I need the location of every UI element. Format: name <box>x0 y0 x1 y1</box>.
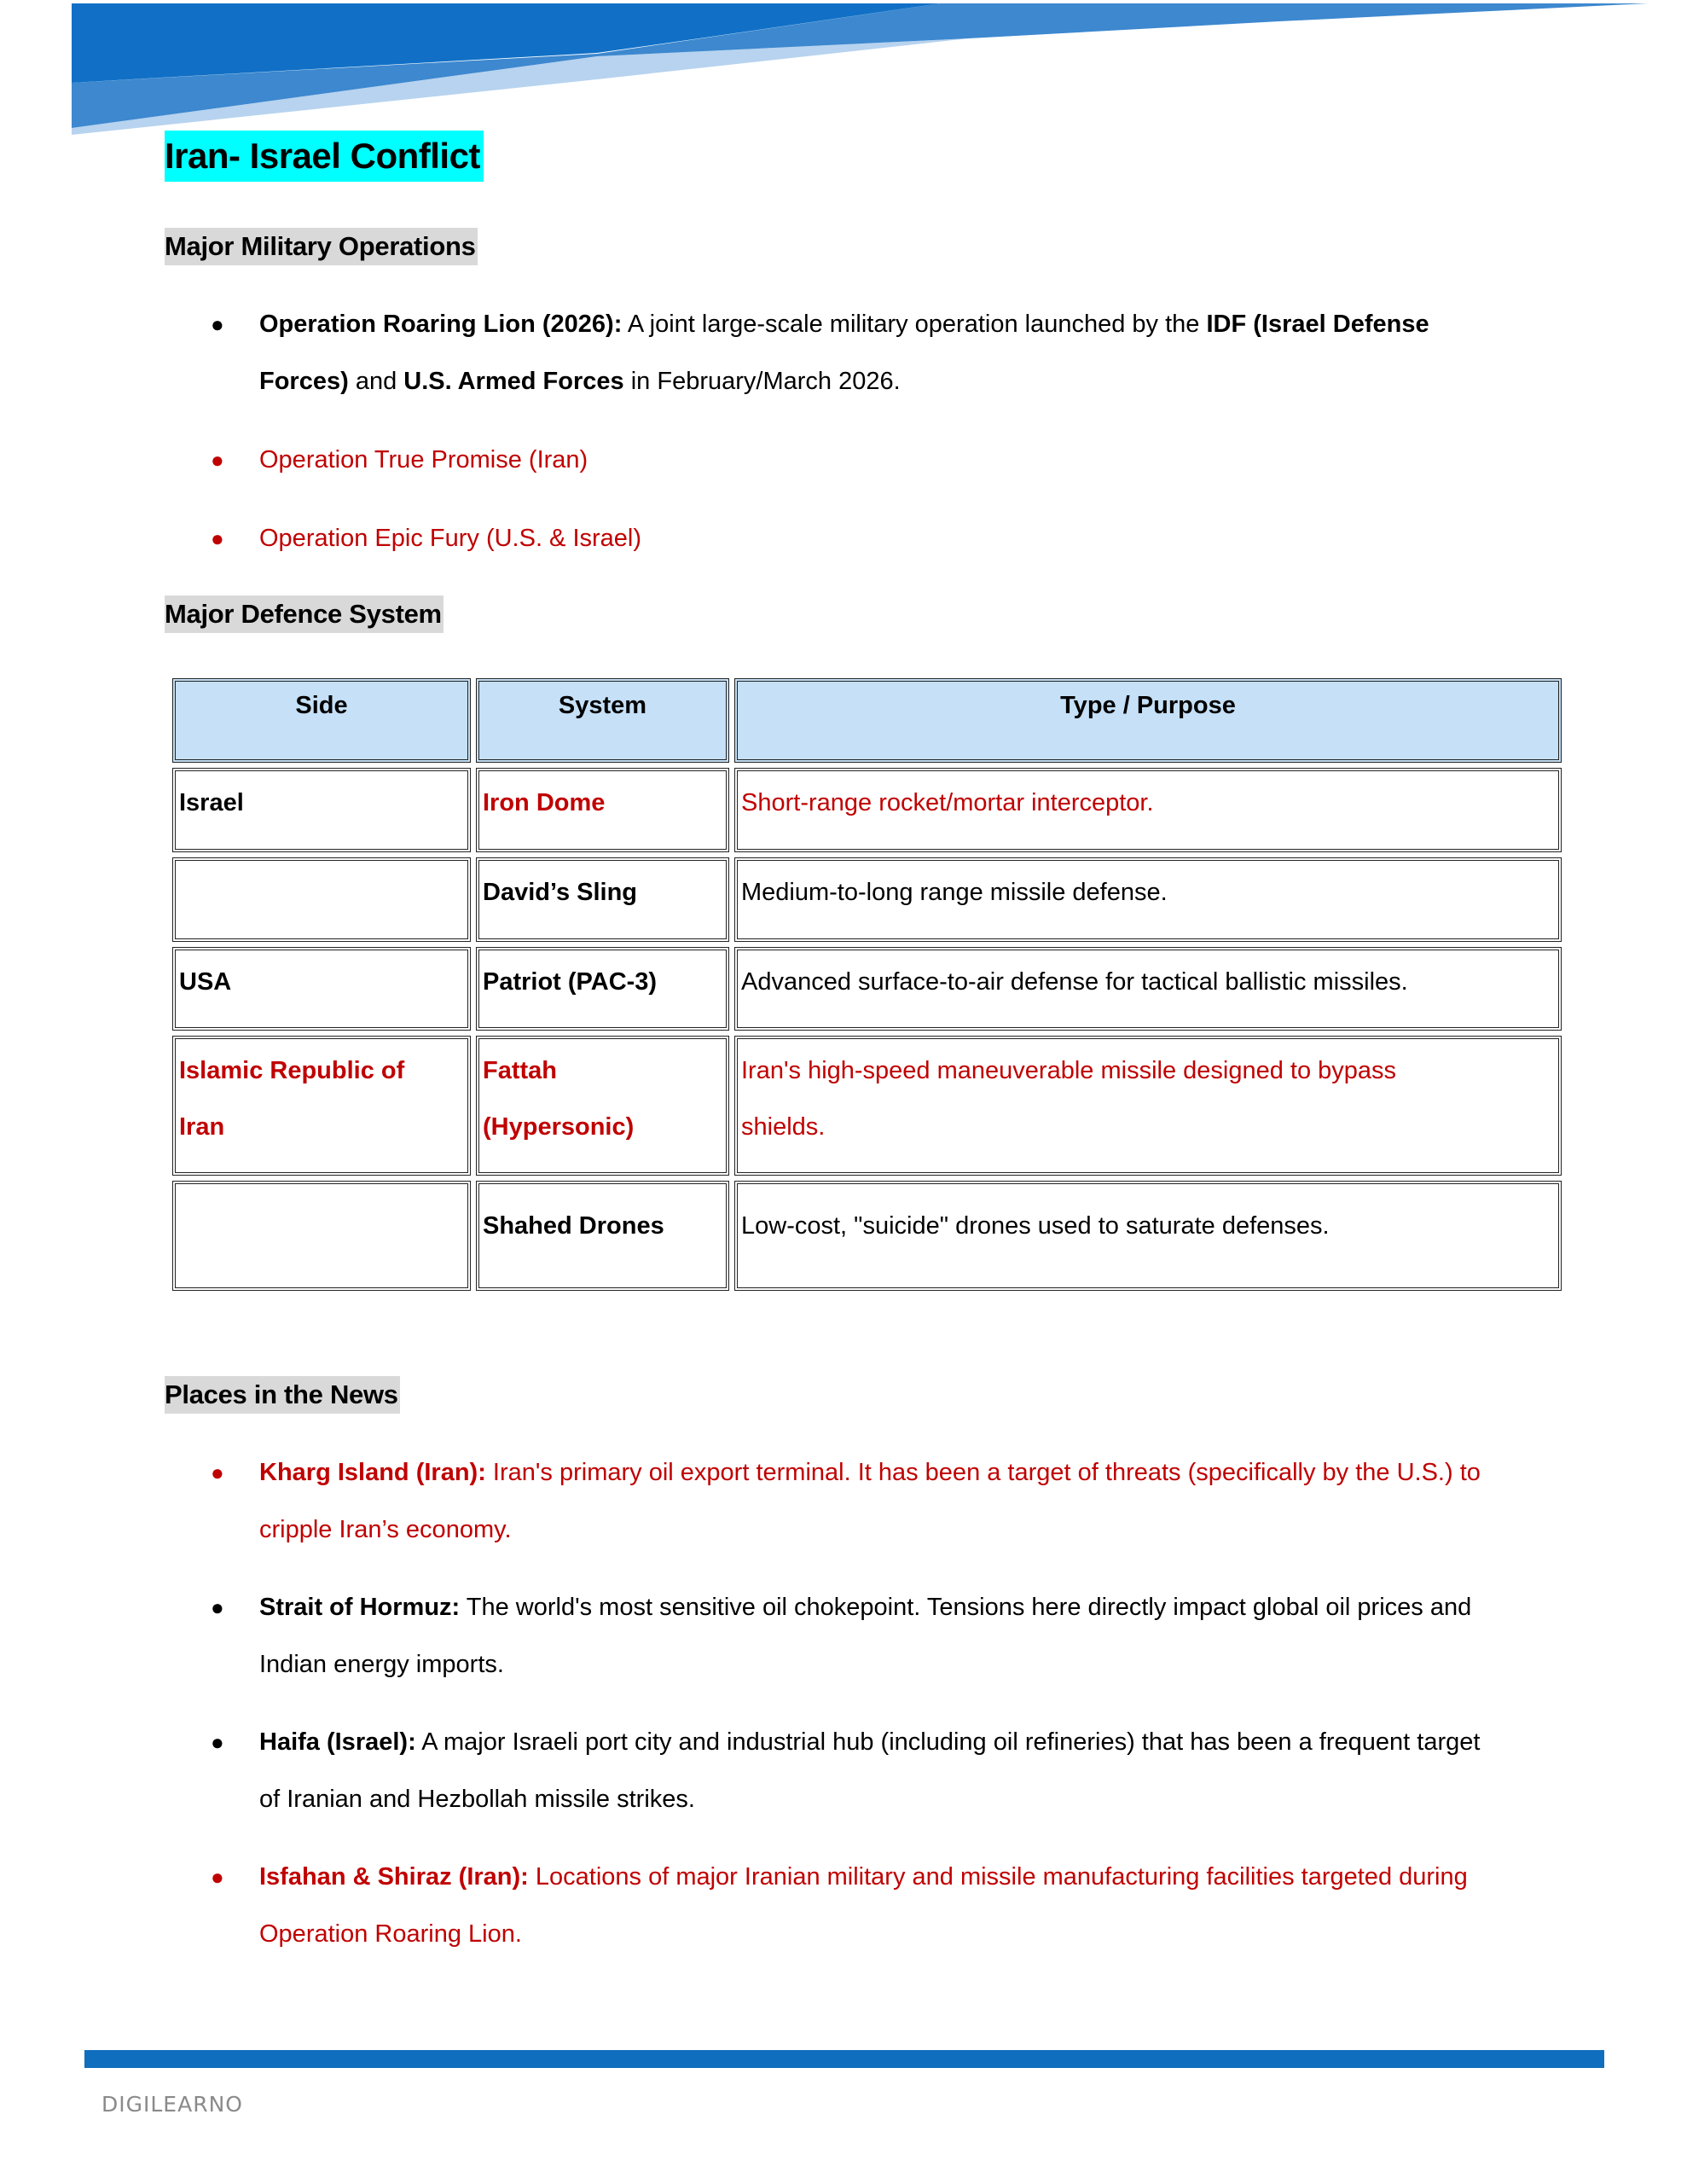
places-list <box>0 1444 1487 1963</box>
list-item-strait-of-hormuz <box>0 1579 1487 1693</box>
cell-system: Patriot (PAC-3) <box>476 947 729 1031</box>
cell-purpose: Medium-to-long range missile defense. <box>734 857 1562 942</box>
column-header-system: System <box>476 678 729 763</box>
footer-bar <box>84 2050 1604 2068</box>
item-text: Operation True Promise (Iran) <box>259 446 588 473</box>
item-text: Isfahan & Shiraz (Iran): Locations of major Iranian military and missile manufacturing facilities targeted during Operation Roaring Lion. <box>259 1863 1468 1948</box>
column-header-purpose: Type / Purpose <box>734 678 1562 763</box>
table-row <box>172 857 1562 942</box>
item-text: Strait of Hormuz: The world's most sensitive oil chokepoint. Tensions here directly impact global oil prices and Indian energy imports. <box>259 1594 1472 1678</box>
list-item-operation-roaring-lion <box>0 296 1487 410</box>
bullet-icon: ● <box>211 1864 224 1890</box>
table-row <box>172 947 1562 1031</box>
cell-system: Shahed Drones <box>476 1181 729 1291</box>
item-text: Kharg Island (Iran): Iran's primary oil export terminal. It has been a target of threats (specifically by the U.S.) to cripple Iran’s economy. <box>259 1459 1481 1543</box>
column-header-side: Side <box>172 678 471 763</box>
item-text: Haifa (Israel): A major Israeli port city and industrial hub (including oil refineries) that has been a frequent target of Iranian and Hezbollah missile strikes. <box>259 1728 1481 1813</box>
table-row <box>172 1181 1562 1291</box>
list-item-haifa <box>0 1714 1487 1828</box>
cell-purpose: Short-range rocket/mortar interceptor. <box>734 768 1562 852</box>
header-banner <box>0 0 1687 145</box>
cell-system: Iron Dome <box>476 768 729 852</box>
document-title: Iran- Israel Conflict <box>165 131 484 182</box>
bullet-icon: ● <box>211 311 224 337</box>
heading-places-in-news: Places in the News <box>165 1376 400 1414</box>
cell-purpose: Iran's high-speed maneuverable missile designed to bypass shields. <box>734 1036 1562 1176</box>
footer-brand: DIGILEARNO <box>101 2092 243 2117</box>
bullet-icon: ● <box>211 1594 224 1620</box>
cell-purpose: Advanced surface-to-air defense for tactical ballistic missiles. <box>734 947 1562 1031</box>
heading-military-operations: Major Military Operations <box>165 228 478 265</box>
cell-side: Islamic Republic of Iran <box>172 1036 471 1176</box>
cell-side <box>172 857 471 942</box>
cell-side: USA <box>172 947 471 1031</box>
defence-systems-table <box>167 673 1567 1296</box>
list-item-operation-true-promise <box>0 432 1487 489</box>
cell-purpose: Low-cost, "suicide" drones used to saturate defenses. <box>734 1181 1562 1291</box>
table-row <box>172 1036 1562 1176</box>
operations-list <box>0 296 1487 567</box>
list-item-kharg-island <box>0 1444 1487 1559</box>
bullet-icon: ● <box>211 447 224 473</box>
list-item-isfahan-shiraz <box>0 1849 1487 1963</box>
item-text: Operation Roaring Lion (2026): A joint large-scale military operation launched by the IDF (Israel Defense Forces) and U.S. Armed Forces in February/March 2026. <box>259 311 1429 395</box>
cell-side: Israel <box>172 768 471 852</box>
bullet-icon: ● <box>211 526 224 551</box>
table-row <box>172 768 1562 852</box>
bullet-icon: ● <box>211 1460 224 1485</box>
heading-defence-system: Major Defence System <box>165 595 443 633</box>
bullet-icon: ● <box>211 1729 224 1755</box>
cell-system: Fattah (Hypersonic) <box>476 1036 729 1176</box>
cell-side <box>172 1181 471 1291</box>
item-text: Operation Epic Fury (U.S. & Israel) <box>259 525 642 552</box>
list-item-operation-epic-fury <box>0 510 1487 567</box>
cell-system: David’s Sling <box>476 857 729 942</box>
table-header-row <box>172 678 1562 763</box>
